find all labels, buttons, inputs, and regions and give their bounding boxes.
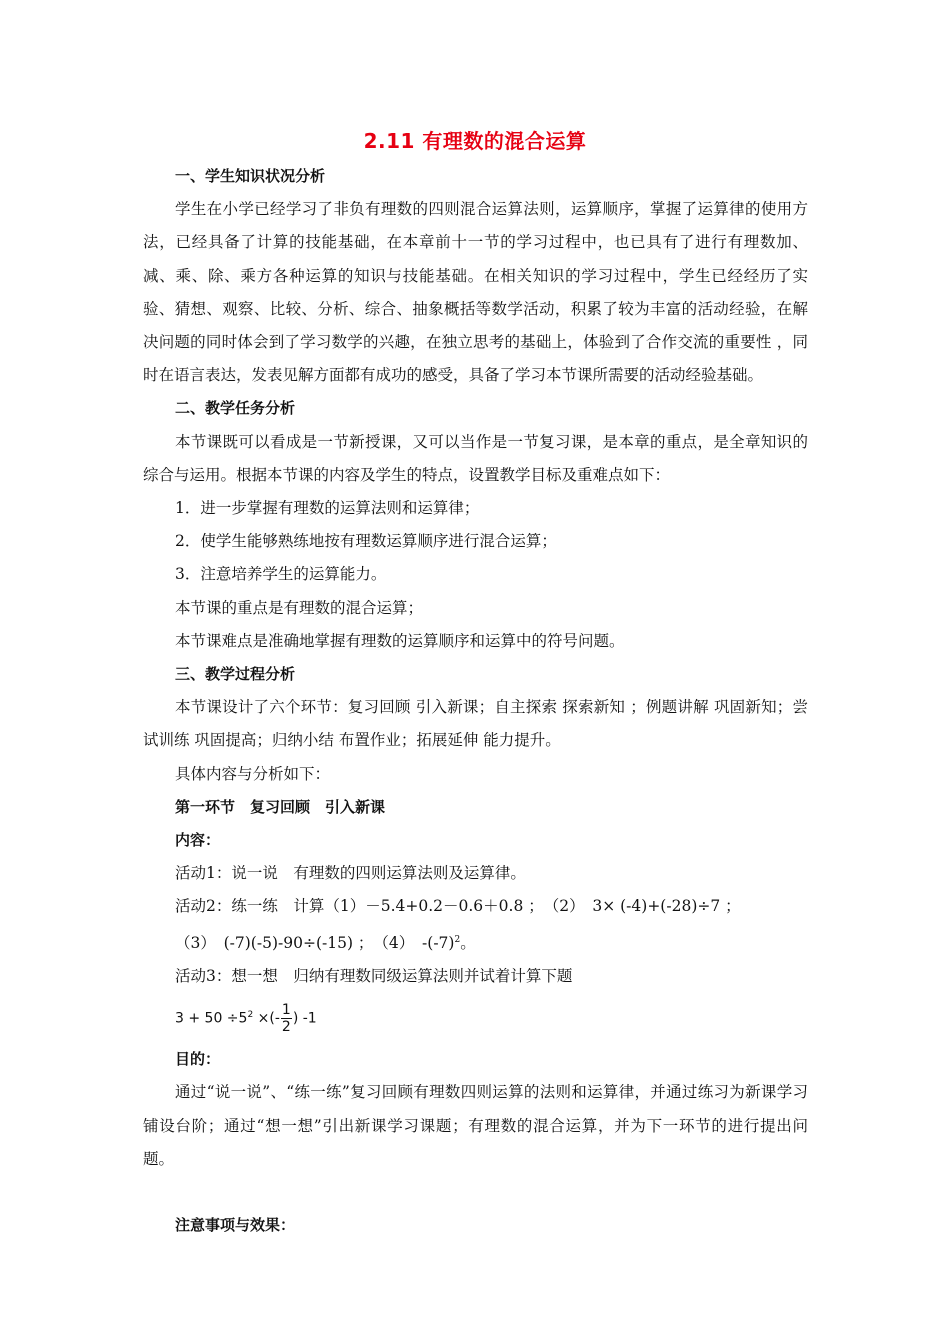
activity-2-line-b-end: 。 bbox=[460, 933, 476, 952]
math-formula bbox=[143, 993, 808, 1043]
activity-2-line-a: 活动2：练一练 计算（1）－5.4+0.2－0.6＋0.8 ； （2） 3× (-4)+(-28)÷7 ； bbox=[175, 897, 741, 916]
task-analysis-paragraph: 本节课既可以看成是一节新授课，又可以当作是一节复习课，是本章的重点，是全章知识的综合与运用。根据本节课的内容及学生的特点，设置教学目标及重难点如下： bbox=[143, 432, 808, 484]
purpose-label: 目的： bbox=[175, 1050, 221, 1069]
formula-part-3: ) -1 bbox=[292, 1010, 317, 1027]
formula-fraction bbox=[281, 1002, 292, 1035]
goal-item-1: 1．进一步掌握有理数的运算法则和运算律； bbox=[175, 499, 480, 518]
stage1-heading: 第一环节 复习回顾 引入新课 bbox=[175, 797, 386, 816]
formula-exponent: 2 bbox=[247, 1010, 254, 1021]
fraction-numerator: 1 bbox=[281, 1002, 291, 1019]
goal-item-3: 3．注意培养学生的运算能力。 bbox=[175, 565, 387, 584]
difficulty-text: 本节课难点是准确地掌握有理数的运算顺序和运算中的符号问题。 bbox=[175, 631, 625, 650]
section-heading-process-analysis: 三、教学过程分析 bbox=[175, 665, 296, 684]
document-title: 2.11 有理数的混合运算 bbox=[363, 129, 587, 153]
goal-item-2: 2．使学生能够熟练地按有理数运算顺序进行混合运算； bbox=[175, 532, 557, 551]
content-label: 内容： bbox=[175, 831, 221, 850]
student-analysis-paragraph: 学生在小学已经学习了非负有理数的四则混合运算法则，运算顺序，掌握了运算律的使用方法，已经具备了计算的技能基础，在本章前十一节的学习过程中，也已具有了进行有理数加、减、乘、除、乘方各种运算的知识与技能基础。在相关知识的学习过程中，学生已经经历了实验、猜想、观察、比较、分析、综合、抽象概括等数学活动，积累了较为丰富的活动经验，在解决问题的同时体会到了学习数学的兴趣，在独立思考的基础上，体验到了合作交流的重要性 ，同时在语言表达，发表见解方面都有成功的感受，具备了学习本节课所需要的活动经验基础。 bbox=[143, 200, 808, 385]
formula-part-2: ×(- bbox=[253, 1010, 280, 1027]
activity-2-line-b-text: （3） (-7)(-5)-90÷(-15) ； （4） -(-7) bbox=[175, 933, 455, 952]
activity-3-text: 活动3：想一想 归纳有理数同级运算法则并试着计算下题 bbox=[175, 967, 573, 986]
section-heading-student-analysis: 一、学生知识状况分析 bbox=[175, 167, 326, 185]
activity-2-exponent: 2 bbox=[454, 934, 461, 945]
formula-part-1: 3 + 50 ÷5 bbox=[175, 1010, 248, 1027]
math-formula-expression bbox=[175, 999, 317, 1036]
section-heading-task-analysis: 二、教学任务分析 bbox=[175, 399, 296, 418]
activity-1-text: 活动1：说一说 有理数的四则运算法则及运算律。 bbox=[175, 864, 526, 883]
activity-2-line-b bbox=[143, 924, 808, 960]
notes-label: 注意事项与效果： bbox=[175, 1216, 296, 1235]
process-analysis-paragraph: 本节课设计了六个环节：复习回顾 引入新课；自主探索 探索新知 ；例题讲解 巩固新知；尝试训练 巩固提高；归纳小结 布置作业；拓展延伸 能力提升。 bbox=[143, 698, 808, 750]
fraction-denominator: 2 bbox=[281, 1019, 291, 1036]
key-point-text: 本节课的重点是有理数的混合运算； bbox=[175, 598, 424, 617]
detail-intro-text: 具体内容与分析如下： bbox=[175, 764, 331, 783]
spacer bbox=[143, 1176, 808, 1209]
document-body bbox=[143, 160, 808, 1242]
purpose-paragraph: 通过“说一说”、“练一练”复习回顾有理数四则运算的法则和运算律，并通过练习为新课学习铺设台阶；通过“想一想”引出新课学习课题；有理数的混合运算，并为下一环节的进行提出问题。 bbox=[143, 1083, 808, 1168]
